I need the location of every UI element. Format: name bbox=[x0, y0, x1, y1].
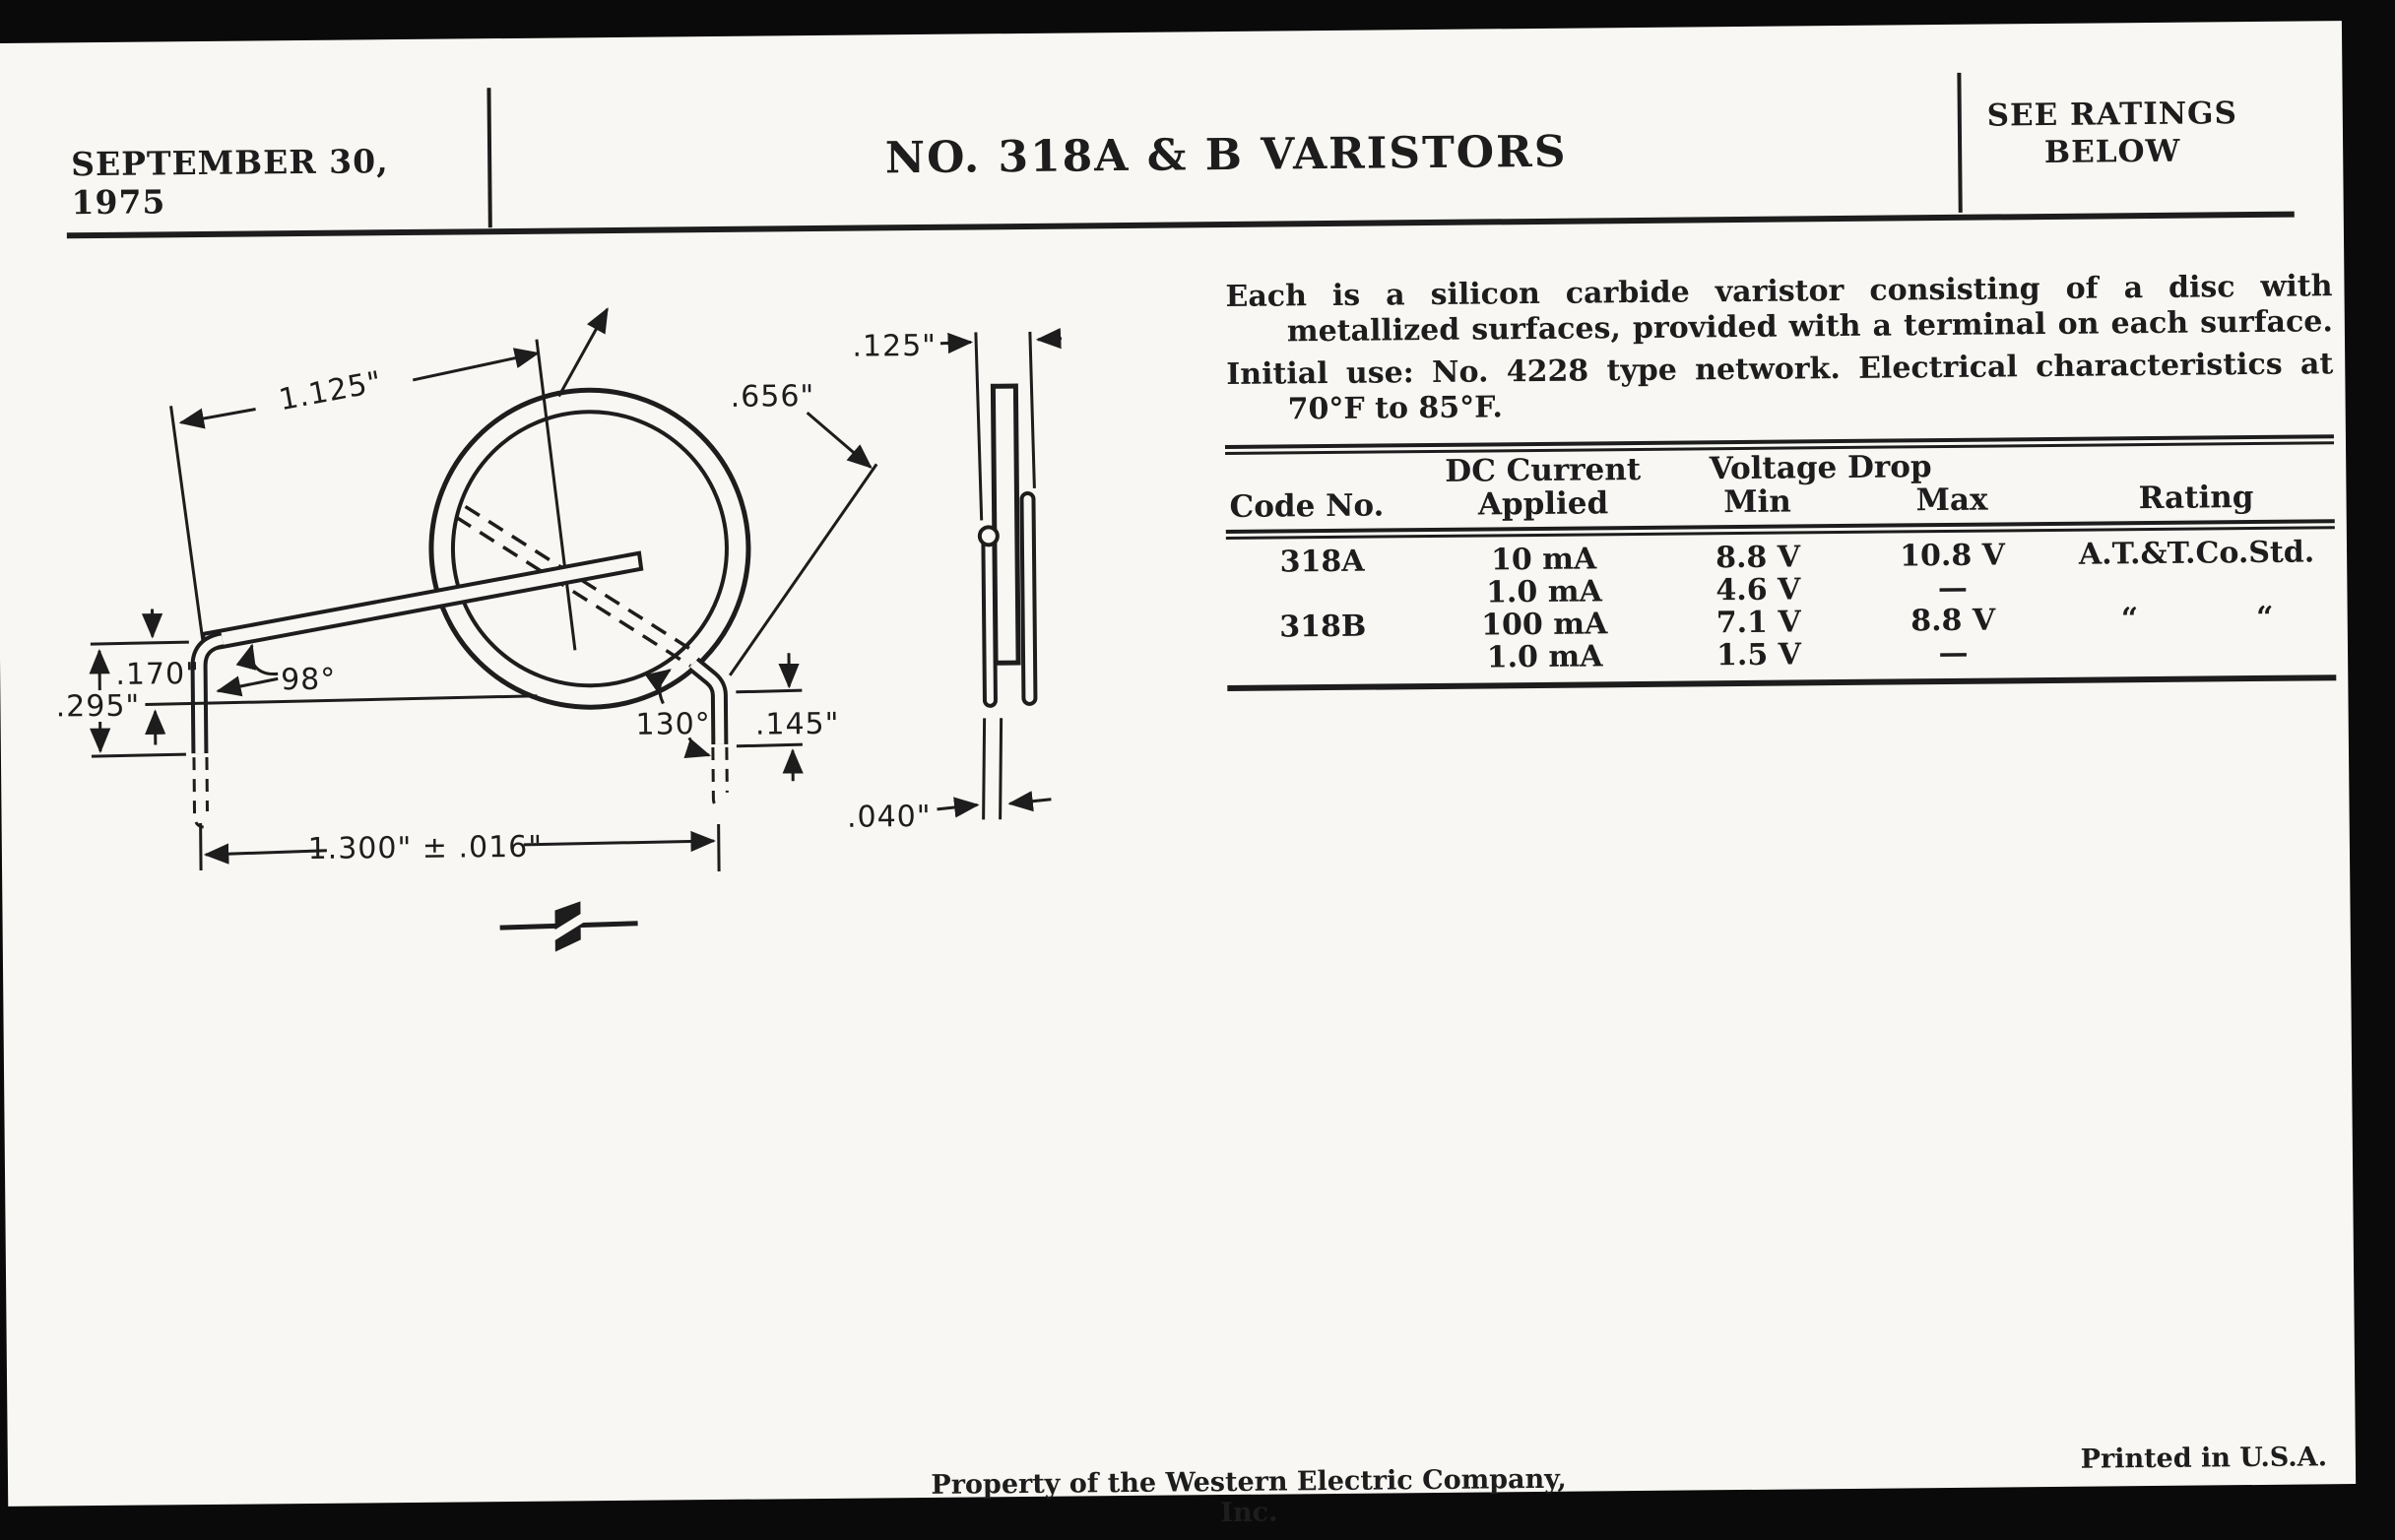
cell-min: 1.5 V bbox=[1670, 638, 1847, 673]
cell-max: — bbox=[1847, 636, 2059, 671]
header-divider-left bbox=[486, 88, 491, 227]
extension-line bbox=[1000, 718, 1003, 819]
left-lead-core bbox=[199, 640, 224, 753]
table-rule-bottom bbox=[1227, 674, 2336, 691]
extension-line bbox=[976, 332, 982, 520]
extension-line bbox=[983, 718, 986, 819]
cell-min: 4.6 V bbox=[1669, 573, 1846, 608]
dim-label-145: .145" bbox=[755, 707, 840, 742]
dimension-arrow bbox=[940, 342, 971, 343]
dim-label-1300: 1.300" ± .016" bbox=[307, 830, 543, 866]
leader-line bbox=[808, 412, 872, 468]
angle-label-130: 130° bbox=[635, 707, 711, 742]
terminal-strip bbox=[202, 553, 642, 650]
leader-line bbox=[728, 464, 878, 674]
document-page bbox=[0, 21, 2356, 1507]
header-divider-right bbox=[1957, 73, 1962, 213]
issue-date: SEPTEMBER 30, 1975 bbox=[71, 141, 485, 222]
extension-line bbox=[537, 339, 575, 650]
dim-label-295: .295" bbox=[55, 689, 140, 725]
ratings-note-line2: BELOW bbox=[1974, 132, 2250, 172]
table-group-header-voltage-drop: Voltage Drop bbox=[1626, 449, 2015, 486]
cell-min: 7.1 V bbox=[1670, 606, 1847, 640]
dimension-line bbox=[413, 353, 538, 380]
dim-label-656: .656" bbox=[731, 379, 815, 415]
ratings-note bbox=[1974, 95, 2251, 172]
description-line: Initial use: No. 4228 type network. Electrical characteristics at bbox=[1226, 347, 2333, 393]
lead-eyelet bbox=[980, 527, 998, 545]
leader-line bbox=[558, 309, 609, 396]
dim-label-125: .125" bbox=[852, 329, 937, 364]
cell-current: 1.0 mA bbox=[1418, 575, 1669, 610]
cell-rating-ditto: “ “ bbox=[2059, 601, 2336, 636]
extension-line bbox=[171, 406, 205, 656]
dim-label-1125: 1.125" bbox=[277, 365, 385, 418]
drawing-labels bbox=[52, 329, 941, 869]
cell-rating bbox=[2058, 568, 2335, 604]
column-header-applied: Applied bbox=[1417, 486, 1668, 522]
angle-leader bbox=[218, 678, 278, 691]
cell-max: — bbox=[1846, 571, 2058, 606]
description-line: Each is a silicon carbide varistor consisting of a disc with bbox=[1225, 269, 2332, 315]
dimension-arrow bbox=[1038, 339, 1062, 340]
reference-line bbox=[91, 642, 189, 644]
side-view bbox=[933, 332, 1067, 820]
column-header-code: Code No. bbox=[1225, 488, 1417, 524]
dimension-line bbox=[524, 841, 714, 845]
page-title: NO. 318A & B VARISTORS bbox=[684, 125, 1768, 186]
printed-note: Printed in U.S.A. bbox=[2056, 1442, 2352, 1475]
reference-line bbox=[92, 754, 186, 756]
right-lead-dashed bbox=[713, 747, 722, 807]
column-header-rating: Rating bbox=[2057, 480, 2334, 516]
dimension-arrow bbox=[937, 804, 977, 808]
column-header-min: Min bbox=[1668, 484, 1845, 520]
dim-label-040: .040" bbox=[847, 800, 932, 835]
cell-rating bbox=[2059, 633, 2336, 669]
cell-max: 8.8 V bbox=[1847, 604, 2059, 638]
dim-label-170: .170" bbox=[115, 657, 200, 692]
left-lead-edge-core bbox=[989, 544, 991, 700]
cell-rating: A.T.&T.Co.Std. bbox=[2058, 536, 2335, 571]
left-lead-dashed bbox=[207, 757, 208, 811]
extension-line bbox=[1030, 332, 1035, 488]
description-line: metallized surfaces, provided with a terminal on each surface. bbox=[1226, 304, 2333, 351]
dimension-line bbox=[181, 409, 256, 422]
reference-line bbox=[737, 744, 803, 746]
technical-drawing bbox=[50, 241, 1140, 1020]
cell-code bbox=[1227, 642, 1419, 676]
disc-edge-view bbox=[993, 386, 1018, 663]
right-lead-edge-core bbox=[1027, 499, 1029, 698]
cell-code: 318B bbox=[1227, 610, 1419, 644]
cell-current: 10 mA bbox=[1418, 543, 1669, 577]
angle-label-98: 98° bbox=[281, 663, 337, 698]
reference-line bbox=[736, 690, 802, 692]
column-header-max: Max bbox=[1845, 482, 2057, 518]
angle-leader bbox=[251, 645, 278, 674]
description-line: 70°F to 85°F. bbox=[1226, 382, 2333, 428]
property-note: Property of the Western Electric Company, Inc. bbox=[914, 1464, 1585, 1532]
cell-max: 10.8 V bbox=[1846, 539, 2058, 573]
table-group-header-dc-current: DC Current bbox=[1417, 453, 1668, 488]
table-header-row bbox=[1225, 480, 2334, 524]
cell-current: 100 mA bbox=[1419, 608, 1670, 642]
cell-code bbox=[1226, 577, 1418, 611]
cell-min: 8.8 V bbox=[1669, 541, 1846, 575]
cell-code: 318A bbox=[1226, 545, 1418, 579]
ratings-table bbox=[1225, 434, 2336, 701]
ratings-note-line1: SEE RATINGS bbox=[1974, 95, 2250, 135]
dimension-arrow bbox=[1009, 800, 1051, 803]
cell-current: 1.0 mA bbox=[1419, 640, 1670, 674]
description-paragraphs bbox=[1225, 269, 2333, 428]
left-lead-dashed bbox=[194, 757, 204, 827]
